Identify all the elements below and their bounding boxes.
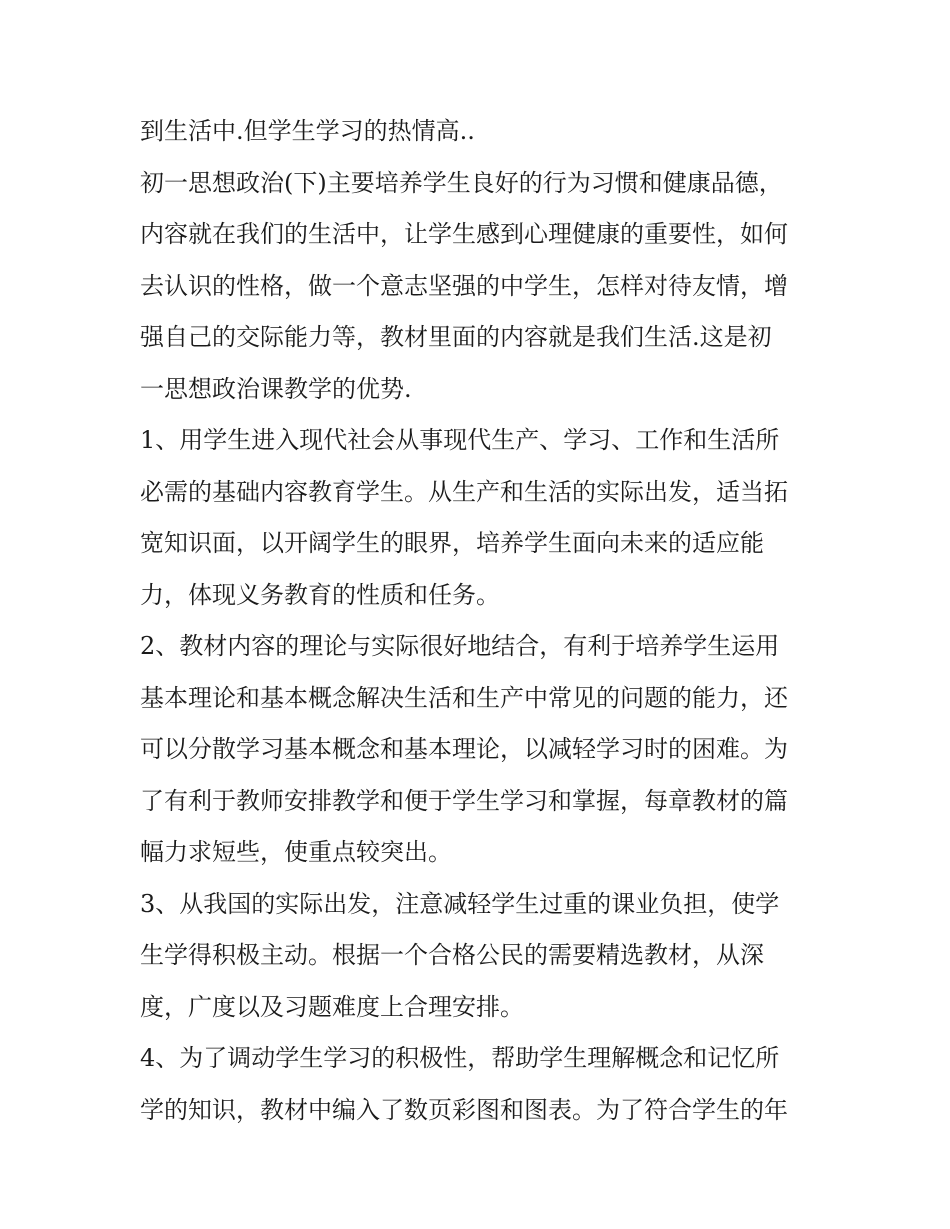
text-line: 4、为了调动学生学习的积极性，帮助学生理解概念和记忆所 xyxy=(140,1044,780,1072)
text-line: 2、教材内容的理论与实际很好地结合，有利于培养学生运用 xyxy=(140,632,780,660)
text-line: 初一思想政治(下)主要培养学生良好的行为习惯和健康品德， xyxy=(140,168,783,197)
text-line: 3、从我国的实际出发，注意减轻学生过重的课业负担，使学 xyxy=(140,889,780,918)
text-line: 内容就在我们的生活中，让学生感到心理健康的重要性，如何 xyxy=(140,220,788,248)
text-line: 基本理论和基本概念解决生活和生产中常见的问题的能力，还 xyxy=(140,683,788,712)
text-line: 到生活中.但学生学习的热情高.. xyxy=(140,117,475,145)
text-line: 强自己的交际能力等，教材里面的内容就是我们生活.这是初 xyxy=(140,323,772,351)
text-line: 可以分散学习基本概念和基本理论，以减轻学习时的困难。为 xyxy=(140,735,788,763)
text-line: 必需的基础内容教育学生。从生产和生活的实际出发，适当拓 xyxy=(140,477,788,506)
text-line: 度，广度以及习题难度上合理安排。 xyxy=(140,992,524,1021)
text-line: 了有利于教师安排教学和便于学生学习和掌握，每章教材的篇 xyxy=(140,786,788,815)
document-body xyxy=(140,106,820,1136)
text-line: 1、用学生进入现代社会从事现代生产、学习、工作和生活所 xyxy=(140,426,780,454)
text-line: 力，体现义务教育的性质和任务。 xyxy=(140,580,500,609)
text-line: 宽知识面，以开阔学生的眼界，培养学生面向未来的适应能 xyxy=(140,529,764,557)
text-line: 生学得积极主动。根据一个合格公民的需要精选教材，从深 xyxy=(140,941,764,969)
text-line: 一思想政治课教学的优势. xyxy=(140,374,412,403)
text-line: 去认识的性格，做一个意志坚强的中学生，怎样对待友情，增 xyxy=(140,271,788,300)
text-line: 幅力求短些，使重点较突出。 xyxy=(140,838,452,866)
text-line: 学的知识，教材中编入了数页彩图和图表。为了符合学生的年 xyxy=(140,1095,788,1124)
